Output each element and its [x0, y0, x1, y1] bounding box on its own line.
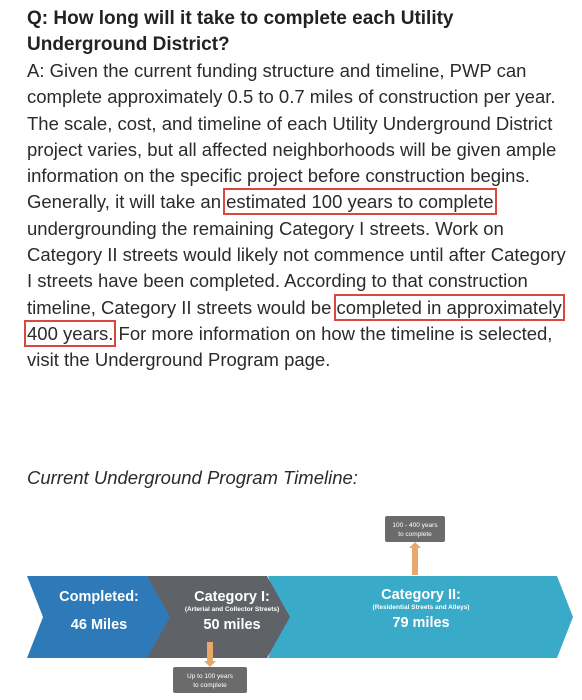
- completed-value: 46 Miles: [70, 617, 128, 633]
- answer-text-2: undergrounding the remaining Category I streets. Work on Category II streets would likely not commence until after Category I streets have been completed. According to that construction timeline, Category II streets would be: [27, 217, 566, 318]
- top-callout-box: [385, 516, 445, 542]
- bottom-callout-box: [173, 667, 247, 693]
- category-ii-title: Category II:: [381, 587, 461, 603]
- highlight-100-years: estimated 100 years to complete: [226, 191, 494, 213]
- timeline-heading: Current Underground Program Timeline:: [27, 467, 358, 488]
- faq-entry: [27, 6, 567, 374]
- faq-answer: [27, 58, 567, 374]
- bottom-callout-line1: Up to 100 years: [187, 673, 233, 680]
- top-callout-line2: to complete: [398, 531, 432, 538]
- category-i-title: Category I:: [194, 589, 270, 605]
- highlight-400-years: completed in approximately 400 years.: [27, 296, 562, 344]
- bottom-callout-line2: to complete: [193, 682, 227, 689]
- top-callout-line1: 100 - 400 years: [392, 522, 438, 529]
- timeline-graphic: [0, 500, 582, 700]
- category-ii-subtitle: (Residential Streets and Alleys): [372, 604, 470, 611]
- up-arrow-icon: [409, 542, 421, 575]
- category-i-subtitle: (Arterial and Collector Streets): [184, 606, 280, 613]
- answer-text-3: For more information on how the timeline is selected, visit the Underground Program page.: [27, 322, 553, 371]
- completed-title: Completed:: [59, 589, 139, 605]
- answer-text-1: A: Given the current funding structure and timeline, PWP can complete approximately 0.5 to 0.7 miles of construction per year. The scale, cost, and timeline of each Utility Underground District project varies, but all affected neighborhoods will be given ample information on the specific project before construction begins. Generally, it will take an: [27, 60, 557, 213]
- category-ii-value: 79 miles: [392, 615, 450, 631]
- category-i-value: 50 miles: [203, 617, 261, 633]
- faq-question: Q: How long will it take to complete each Utility Underground District?: [27, 8, 454, 55]
